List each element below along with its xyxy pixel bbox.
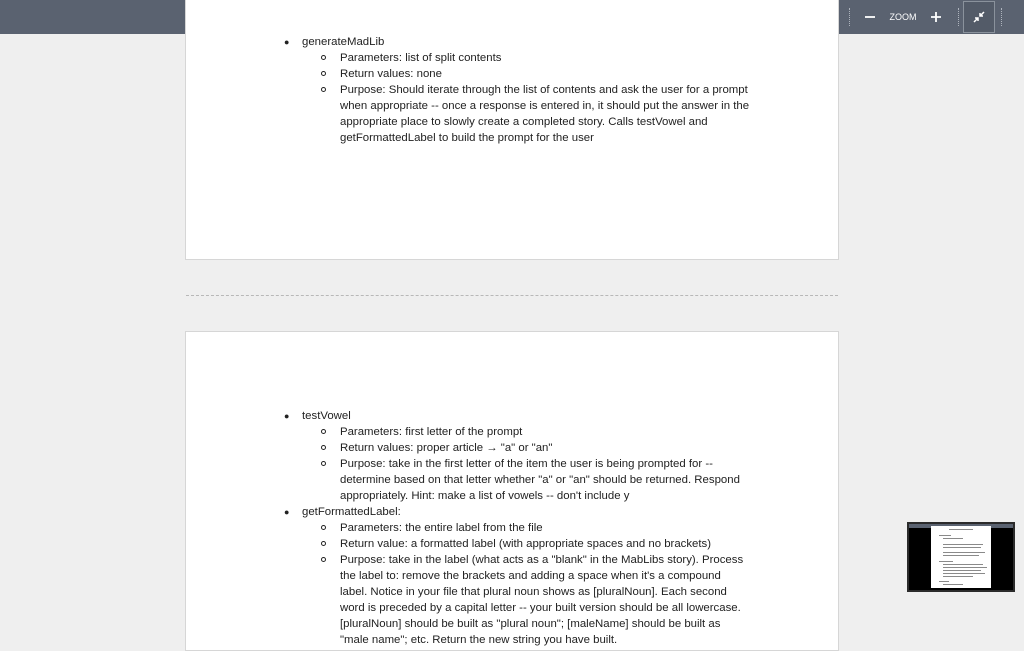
thumbnail-line [943, 552, 985, 553]
thumbnail-line [939, 561, 953, 562]
sub-bullet [321, 557, 326, 562]
parameters-text: Parameters: first letter of the prompt [340, 426, 523, 438]
function-title: getFormattedLabel: [302, 506, 401, 518]
purpose-line: Purpose: take in the first letter of the item the user is being prompted for -- [340, 458, 713, 470]
bullet: ● [284, 37, 290, 47]
sub-bullet [321, 55, 326, 60]
parameters-text: Parameters: the entire label from the file [340, 522, 543, 534]
thumbnail-line [939, 535, 951, 536]
toolbar-separator [849, 8, 850, 26]
purpose-line: label. Notice in your file that plural noun shows as [pluralNoun]. Each second [340, 586, 727, 598]
sub-bullet [321, 429, 326, 434]
plus-icon [930, 11, 942, 23]
collapse-icon [972, 10, 986, 24]
thumbnail-page [931, 526, 991, 588]
purpose-line: determine based on that letter whether "a" or "an" should be returned. Respond [340, 474, 740, 486]
function-title: testVowel [302, 410, 351, 422]
thumbnail-line [949, 529, 973, 530]
function-title: generateMadLib [302, 36, 385, 48]
purpose-line: appropriate place to slowly create a completed story. Calls testVowel and [340, 116, 708, 128]
bullet: ● [284, 507, 290, 517]
sub-bullet [321, 71, 326, 76]
thumbnail-line [943, 544, 983, 545]
sub-bullet [321, 541, 326, 546]
return-values-text: Return values: none [340, 68, 442, 80]
thumbnail-line [943, 573, 985, 574]
purpose-line: getFormattedLabel to build the prompt for the user [340, 132, 594, 144]
purpose-line: the label to: remove the brackets and adding a space when it's a compound [340, 570, 721, 582]
page-thumbnail-navigator[interactable] [907, 522, 1015, 592]
purpose-line: appropriately. Hint: make a list of vowels -- don't include y [340, 490, 630, 502]
thumbnail-line [943, 555, 979, 556]
sub-bullet [321, 461, 326, 466]
zoom-label: ZOOM [889, 12, 917, 22]
purpose-line: [pluralNoun] should be built as "plural noun"; [maleName] should be built as [340, 618, 721, 630]
zoom-in-button[interactable] [927, 0, 945, 34]
bullet: ● [284, 411, 290, 421]
thumbnail-line [943, 584, 963, 585]
minus-icon [864, 11, 876, 23]
page-break-divider [186, 295, 838, 296]
thumbnail-line [943, 567, 987, 568]
purpose-line: Purpose: take in the label (what acts as a "blank" in the MabLibs story). Process [340, 554, 744, 566]
zoom-out-button[interactable] [861, 0, 879, 34]
toolbar-separator [958, 8, 959, 26]
return-values-text: Return value: a formatted label (with appropriate spaces and no brackets) [340, 538, 712, 550]
sub-bullet [321, 525, 326, 530]
return-values-text: Return values: proper article → "a" or "an" [340, 442, 553, 454]
purpose-line: word is preceded by a capital letter -- your built version should be all lowercase. [340, 602, 741, 614]
sub-bullet [321, 87, 326, 92]
thumbnail-line [943, 538, 963, 539]
parameters-text: Parameters: list of split contents [340, 52, 502, 64]
purpose-line: when appropriate -- once a response is entered in, it should put the answer in the [340, 100, 750, 112]
thumbnail-line [939, 581, 949, 582]
thumbnail-line [943, 576, 973, 577]
thumbnail-line [943, 570, 981, 571]
toolbar-separator [1001, 8, 1002, 26]
purpose-line: Purpose: Should iterate through the list of contents and ask the user for a prompt [340, 84, 748, 96]
thumbnail-line [943, 547, 981, 548]
exit-fullscreen-button[interactable] [963, 1, 995, 33]
thumbnail-line [943, 564, 983, 565]
purpose-line: "male name"; etc. Return the new string you have built. [340, 634, 618, 646]
sub-bullet [321, 445, 326, 450]
